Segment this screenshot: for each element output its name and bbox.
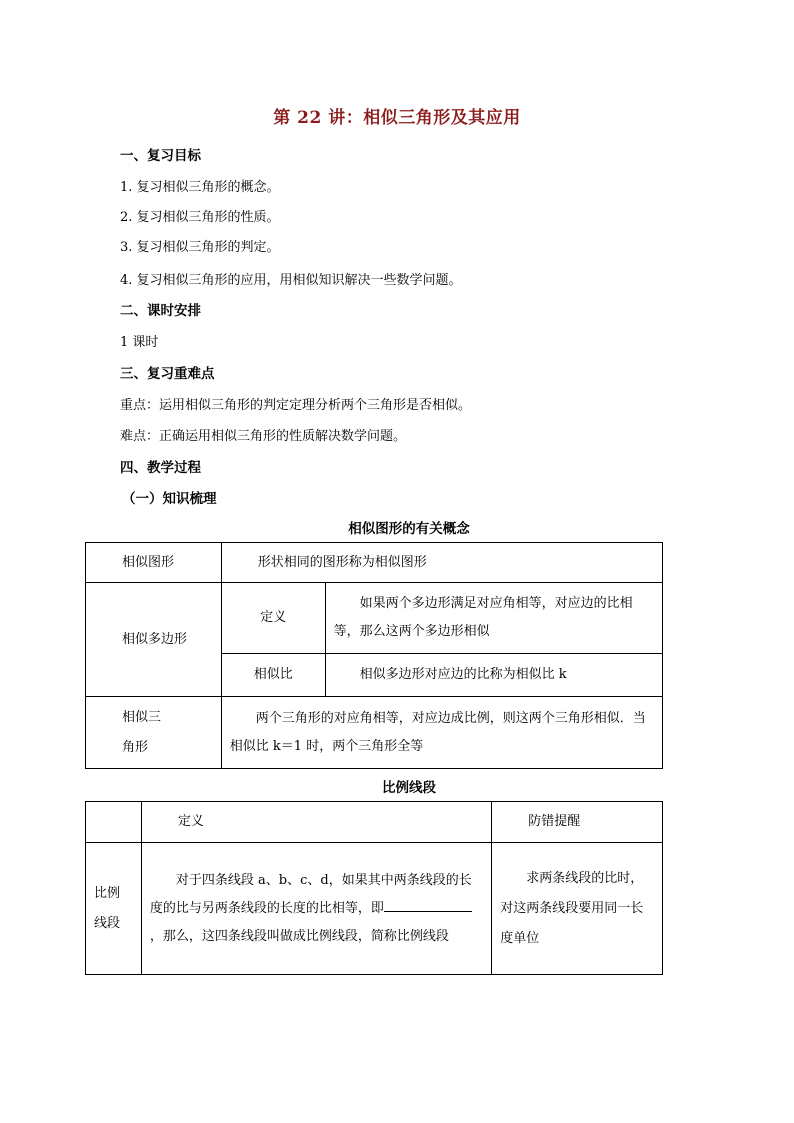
- proportional-segment-label-line2: 线段: [94, 915, 121, 931]
- table-row: [86, 543, 663, 583]
- cell-definition-label: 定义: [221, 583, 325, 654]
- table1-caption: 相似图形的有关概念: [348, 521, 470, 537]
- goal-item-4: 4. 复习相似三角形的应用，用相似知识解决一些数学问题。: [120, 273, 462, 288]
- cell-ratio-text: 相似多边形对应边的比称为相似比 k: [325, 654, 662, 697]
- cell-tip-header: 防错提醒: [492, 802, 663, 843]
- cell-ratio-label: 相似比: [221, 654, 325, 697]
- cell-definition-text: 如果两个多边形满足对应角相等，对应边的比相等，那么这两个多边形相似: [325, 583, 662, 654]
- goal-item-3: 3. 复习相似三角形的判定。: [120, 240, 280, 255]
- table-row: [86, 802, 663, 843]
- goal-item-2: 2. 复习相似三角形的性质。: [120, 210, 280, 225]
- definition-text-part1: 对于四条线段 a、b、c、d，如果其中两条线段的长度的比与另两条线段的长度的比相等，即: [149, 872, 472, 916]
- goal-item-1: 1. 复习相似三角形的概念。: [120, 180, 280, 195]
- cell-similar-triangle-label: [86, 697, 222, 769]
- page-title: 第 22 讲：相似三角形及其应用: [273, 108, 521, 128]
- table-row: [86, 843, 663, 975]
- cell-empty-header: [86, 802, 142, 843]
- table-row: [86, 697, 663, 769]
- cell-similar-triangle-text: 两个三角形的对应角相等，对应边成比例，则这两个三角形相似．当相似比 k＝1 时，两个三角形全等: [221, 697, 662, 769]
- cell-proportional-tip: 求两条线段的比时，对这两条线段要用同一长度单位: [492, 843, 663, 975]
- proportional-segments-table: [85, 801, 663, 975]
- subsection-heading-knowledge: （一）知识梳理: [122, 491, 217, 507]
- proportional-segment-label-line1: 比例: [94, 885, 121, 901]
- answer-blank[interactable]: [384, 897, 472, 912]
- table2-caption: 比例线段: [382, 780, 436, 796]
- section-heading-review-goals: 一、复习目标: [120, 148, 201, 164]
- section-heading-key-points: 三、复习重难点: [120, 366, 215, 382]
- cell-proportional-segment-label: [86, 843, 142, 975]
- schedule-text: 1 课时: [120, 335, 159, 350]
- cell-similar-figures-label: 相似图形: [86, 543, 222, 583]
- cell-similar-figures-text: 形状相同的图形称为相似图形: [221, 543, 662, 583]
- similar-figures-table: [85, 542, 663, 769]
- section-heading-schedule: 二、课时安排: [120, 303, 201, 319]
- cell-definition-header: 定义: [141, 802, 491, 843]
- section-heading-teaching-process: 四、教学过程: [120, 460, 201, 476]
- difficulty-text: 难点：正确运用相似三角形的性质解决数学问题。: [120, 429, 407, 444]
- definition-text-part2: ，那么，这四条线段叫做成比例线段，简称比例线段: [149, 928, 449, 944]
- key-point-text: 重点：运用相似三角形的判定定理分析两个三角形是否相似。: [120, 398, 472, 413]
- cell-similar-polygon-label: 相似多边形: [86, 583, 222, 697]
- similar-triangle-label-line1: 相似三: [122, 709, 162, 725]
- cell-proportional-definition: [141, 843, 491, 975]
- table-row: [86, 583, 663, 654]
- similar-triangle-label-line2: 角形: [122, 739, 149, 755]
